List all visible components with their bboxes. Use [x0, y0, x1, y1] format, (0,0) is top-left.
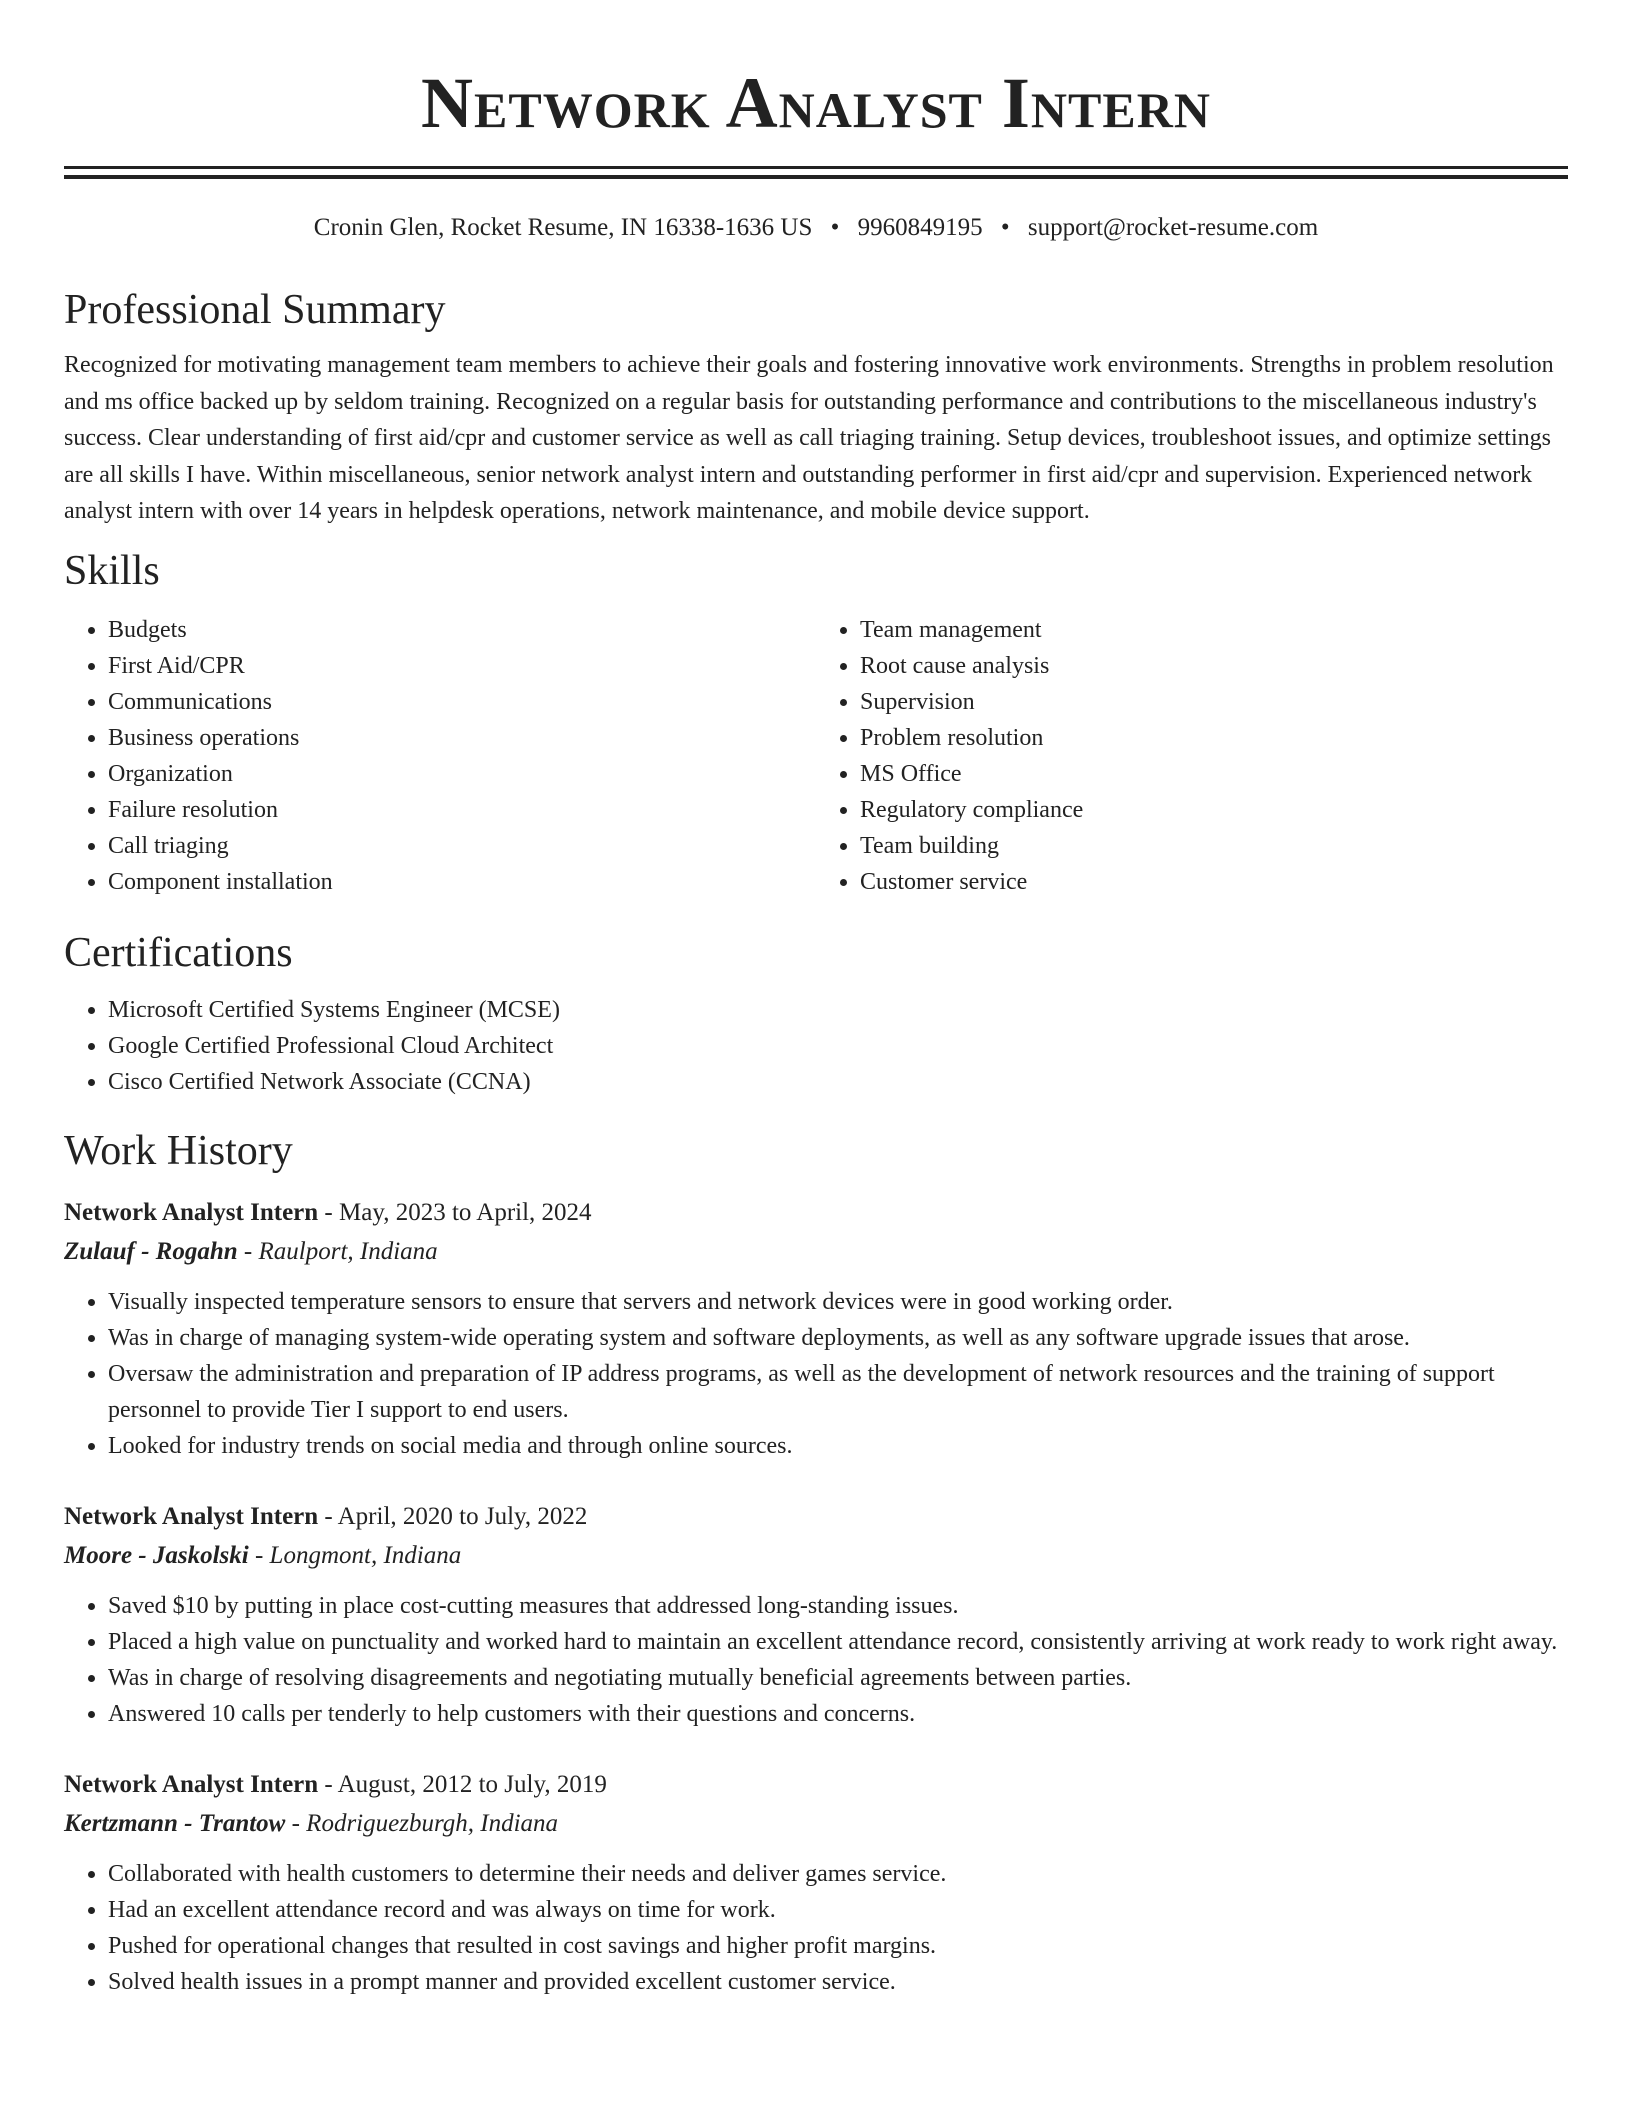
job-bullet: • Oversaw the administration and preparation of IP address programs, as well as the development of network resources and the training of support personnel to provide Tier I support to end users. — [108, 1356, 1568, 1428]
skill-item: • Component installation — [108, 864, 816, 900]
job-bullet: • Looked for industry trends on social media and through online sources. — [108, 1428, 1568, 1464]
job-bullet: • Placed a high value on punctuality and worked hard to maintain an excellent attendance record, consistently arriving at work ready to work right away. — [108, 1624, 1568, 1660]
summary-heading: Professional Summary — [64, 287, 446, 333]
skill-item: • Root cause analysis — [860, 648, 1568, 684]
job-bullet: • Pushed for operational changes that resulted in cost savings and higher profit margins. — [108, 1928, 1568, 1964]
contact-line — [64, 211, 1568, 245]
skills-column-right — [816, 612, 1568, 900]
job-bullet: • Had an excellent attendance record and was always on time for work. — [108, 1892, 1568, 1928]
header-rule-bottom — [64, 175, 1568, 179]
job-bullets — [64, 1588, 1568, 1732]
skill-item: • Communications — [108, 684, 816, 720]
job-dates: - August, 2012 to July, 2019 — [318, 1770, 607, 1798]
job-bullets — [64, 1284, 1568, 1464]
header-rule-top — [64, 166, 1568, 169]
skills-columns — [64, 612, 1568, 900]
job-entry — [64, 1498, 1568, 1732]
job-company-line — [64, 1536, 1568, 1576]
job-bullet: • Was in charge of resolving disagreements and negotiating mutually beneficial agreements between parties. — [108, 1660, 1568, 1696]
job-title-line — [64, 1498, 1568, 1536]
skill-item: • Regulatory compliance — [860, 792, 1568, 828]
skills-list-right — [816, 612, 1568, 900]
job-title-line — [64, 1194, 1568, 1232]
skill-item: • Team management — [860, 612, 1568, 648]
resume-content — [64, 0, 1568, 2000]
skill-item: • Call triaging — [108, 828, 816, 864]
skills-column-left — [64, 612, 816, 900]
certifications-list — [64, 992, 1568, 1100]
certifications-heading: Certifications — [64, 929, 293, 976]
skill-item: • Business operations — [108, 720, 816, 756]
job-title-line — [64, 1766, 1568, 1804]
skill-item: • Budgets — [108, 612, 816, 648]
job-dates: - April, 2020 to July, 2022 — [318, 1502, 588, 1530]
contact-separator: • — [830, 214, 840, 241]
job-location: - Longmont, Indiana — [248, 1541, 462, 1569]
skill-item: • Failure resolution — [108, 792, 816, 828]
job-title: Network Analyst Intern — [64, 1502, 319, 1530]
skill-item: • Customer service — [860, 864, 1568, 900]
job-bullets — [64, 1856, 1568, 2000]
summary-text: Recognized for motivating management team members to achieve their goals and fostering innovative work environments. Strengths in problem resolution and ms office backed up by seldom training. Recognized on a regular basis for outstanding performance and contributions to the miscellaneous industry's success. Clear understanding of first aid/cpr and customer service as well as call triaging training. Setup devices, troubleshoot issues, and optimize settings are all skills I have. Within miscellaneous, senior network analyst intern and outstanding performer in first aid/cpr and supervision. Experienced network analyst intern with over 14 years in helpdesk operations, network maintenance, and mobile device support. — [64, 352, 1554, 524]
job-entry — [64, 1194, 1568, 1464]
skill-item: • Organization — [108, 756, 816, 792]
job-bullet: • Visually inspected temperature sensors to ensure that servers and network devices were in good working order. — [108, 1284, 1568, 1320]
skill-item: • Supervision — [860, 684, 1568, 720]
skill-item: • Team building — [860, 828, 1568, 864]
job-dates: - May, 2023 to April, 2024 — [318, 1198, 592, 1226]
job-company-line — [64, 1804, 1568, 1844]
certification-item: • Cisco Certified Network Associate (CCNA) — [108, 1064, 1568, 1100]
job-company: Moore - Jaskolski — [64, 1541, 249, 1569]
job-company: Kertzmann - Trantow — [64, 1809, 286, 1837]
skill-item: • Problem resolution — [860, 720, 1568, 756]
job-bullet: • Was in charge of managing system-wide operating system and software deployments, as well as any software upgrade issues that arose. — [108, 1320, 1568, 1356]
job-company-line — [64, 1232, 1568, 1272]
skills-list-left — [64, 612, 816, 900]
job-location: - Rodriguezburgh, Indiana — [285, 1809, 559, 1837]
contact-address: Cronin Glen, Rocket Resume, IN 16338-1636 US — [313, 214, 813, 241]
skills-heading: Skills — [64, 547, 160, 594]
contact-email: support@rocket-resume.com — [1027, 214, 1319, 241]
job-company: Zulauf - Rogahn — [64, 1237, 238, 1265]
contact-separator: • — [1000, 214, 1010, 241]
job-bullet: • Saved $10 by putting in place cost-cutting measures that addressed long-standing issues. — [108, 1588, 1568, 1624]
job-title: Network Analyst Intern — [64, 1770, 319, 1798]
certification-item: • Microsoft Certified Systems Engineer (MCSE) — [108, 992, 1568, 1028]
skill-item: • MS Office — [860, 756, 1568, 792]
job-entry — [64, 1766, 1568, 2000]
job-bullet: • Answered 10 calls per tenderly to help customers with their questions and concerns. — [108, 1696, 1568, 1732]
skill-item: • First Aid/CPR — [108, 648, 816, 684]
job-title: Network Analyst Intern — [64, 1198, 319, 1226]
job-bullet: • Solved health issues in a prompt manner and provided excellent customer service. — [108, 1964, 1568, 2000]
contact-phone: 9960849195 — [857, 214, 983, 241]
job-bullet: • Collaborated with health customers to determine their needs and deliver games service. — [108, 1856, 1568, 1892]
certification-item: • Google Certified Professional Cloud Architect — [108, 1028, 1568, 1064]
job-location: - Raulport, Indiana — [237, 1237, 438, 1265]
work-history-heading: Work History — [64, 1127, 293, 1174]
resume-name: Network Analyst Intern — [421, 63, 1211, 143]
